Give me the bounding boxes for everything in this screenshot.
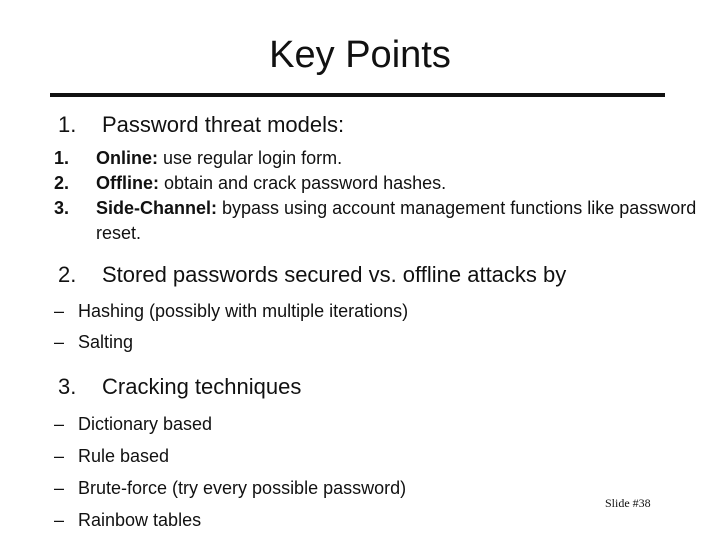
dash-bullet: – bbox=[54, 446, 65, 466]
item-number: 1. bbox=[54, 148, 70, 168]
threat-model-list bbox=[54, 146, 698, 246]
item-text: Dictionary based bbox=[78, 414, 213, 434]
point-text: Password threat models: bbox=[102, 112, 345, 137]
list-item bbox=[54, 504, 698, 536]
list-item bbox=[54, 440, 698, 472]
dash-bullet: – bbox=[54, 332, 65, 352]
dash-bullet: – bbox=[54, 478, 65, 498]
title-underline bbox=[50, 93, 665, 97]
item-number: 3. bbox=[54, 198, 70, 218]
item-text: Brute-force (try every possible password) bbox=[78, 478, 407, 498]
item-term: Online: bbox=[96, 148, 158, 168]
list-item bbox=[54, 171, 698, 196]
item-term: Offline: bbox=[96, 173, 159, 193]
defense-list bbox=[54, 296, 698, 358]
point-threat-models bbox=[58, 108, 698, 142]
list-item bbox=[54, 146, 698, 171]
slide-number: Slide #38 bbox=[605, 496, 651, 510]
dash-bullet: – bbox=[54, 510, 65, 530]
item-term: Side-Channel: bbox=[96, 198, 218, 218]
list-item bbox=[54, 327, 698, 358]
dash-bullet: – bbox=[54, 414, 65, 434]
point-cracking-techniques bbox=[58, 370, 698, 404]
list-item bbox=[54, 196, 698, 246]
item-text: Salting bbox=[78, 332, 134, 352]
item-text: use regular login form. bbox=[158, 148, 343, 168]
item-number: 2. bbox=[54, 173, 70, 193]
item-text: bypass using account management functions like password reset. bbox=[96, 198, 697, 243]
item-text: Hashing (possibly with multiple iterations) bbox=[78, 301, 409, 321]
point-number: 2. bbox=[58, 262, 77, 287]
item-text: Rule based bbox=[78, 446, 170, 466]
slide-content bbox=[54, 108, 698, 536]
item-text: obtain and crack password hashes. bbox=[159, 173, 447, 193]
dash-bullet: – bbox=[54, 301, 65, 321]
list-item bbox=[54, 472, 698, 504]
point-text: Cracking techniques bbox=[102, 374, 302, 399]
slide-title: Key Points bbox=[269, 34, 451, 76]
point-text: Stored passwords secured vs. offline attacks by bbox=[102, 262, 567, 287]
list-item bbox=[54, 296, 698, 327]
point-number: 1. bbox=[58, 112, 77, 137]
list-item bbox=[54, 408, 698, 440]
point-stored-passwords bbox=[58, 258, 698, 292]
technique-list bbox=[54, 408, 698, 536]
item-text: Rainbow tables bbox=[78, 510, 202, 530]
point-number: 3. bbox=[58, 374, 77, 399]
